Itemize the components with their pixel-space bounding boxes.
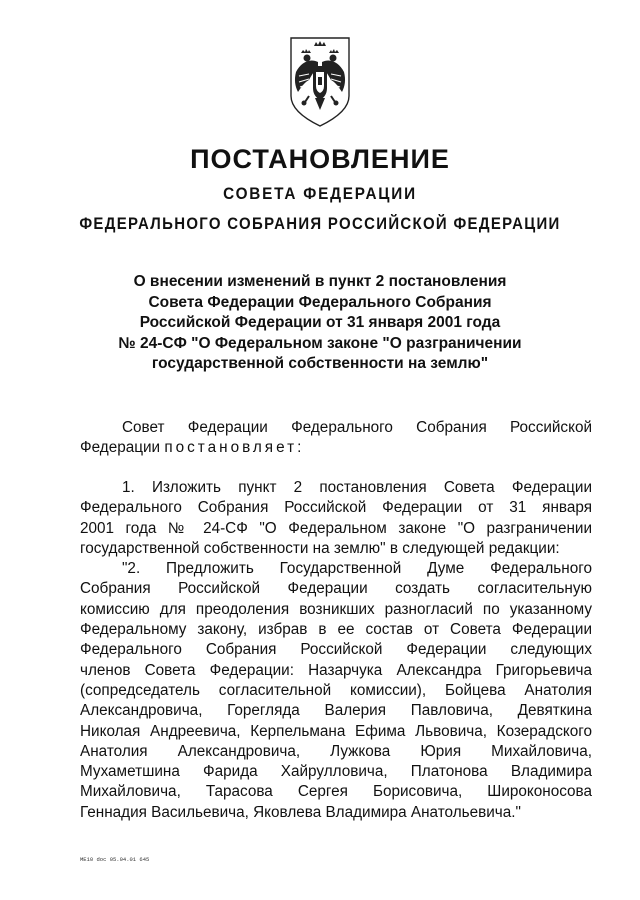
subject-line: № 24-СФ "О Федеральном законе "О разграничении xyxy=(118,334,522,352)
subject-line: Совета Федерации Федерального Собрания xyxy=(148,293,492,311)
document-issuer-line1: СОВЕТА ФЕДЕРАЦИИ xyxy=(223,184,417,203)
item-line: государственной собственности на землю" в следующей редакции: xyxy=(80,539,560,557)
item-line: Геннадия Васильевича, Яковлева Владимира Анатольевича." xyxy=(80,803,521,821)
subject-line: государственной собственности на землю" xyxy=(151,355,489,372)
item-line: членов Совета Федерации: Назарчука Александра Григорьевича xyxy=(80,661,592,679)
item-line: 2001 года № 24-СФ "О Федеральном законе "О разграничении xyxy=(80,519,592,537)
item-line: Мухаметшина Фарида Хайрулловича, Платонова Владимира xyxy=(80,763,592,781)
document-footer-code: ME10 doc 05.04.01 645 xyxy=(80,856,150,863)
item-line: Николая Андреевича, Керпельмана Ефима Львовича, Козерадского xyxy=(80,722,592,740)
document-subject xyxy=(80,272,560,375)
item-line: 1. Изложить пункт 2 постановления Совета Федерации xyxy=(122,479,592,496)
preamble-line xyxy=(80,438,592,458)
subject-line: Российской Федерации от 31 января 2001 года xyxy=(139,314,501,331)
item-line: комиссию для преодоления возникших разногласий по указанному xyxy=(80,600,592,618)
item-line: Анатолия Александровича, Лужкова Юрия Михайловича, xyxy=(80,742,592,760)
item-line: Собрания Российской Федерации создать согласительную xyxy=(80,580,592,598)
item-line: "2. Предложить Государственной Думе Федерального xyxy=(122,560,592,578)
item-1-paragraph xyxy=(80,478,592,823)
document-title: ПОСТАНОВЛЕНИЕ xyxy=(190,144,450,174)
item-line: Федеральному закону, избрав в ее состав от Совета Федерации xyxy=(80,621,592,639)
decree-keyword: постановляет: xyxy=(164,439,305,457)
item-line: (сопредседатель согласительной комиссии), Бойцева Анатолия xyxy=(80,681,592,699)
item-line: Федерального Собрания Российской Федерации следующих xyxy=(80,641,592,659)
subject-line: О внесении изменений в пункт 2 постановления xyxy=(133,273,507,290)
item-line: Михайловича, Тарасова Сергея Борисовича, Широконосова xyxy=(80,783,592,801)
item-line: Александровича, Горегляда Валерия Павловича, Девяткина xyxy=(80,702,592,720)
preamble-paragraph xyxy=(80,418,592,459)
russian-double-headed-eagle-icon xyxy=(285,36,355,128)
preamble-line: Совет Федерации Федерального Собрания Российской xyxy=(122,419,592,436)
preamble-line-start: Федерации xyxy=(80,439,165,457)
document-issuer-line2: ФЕДЕРАЛЬНОГО СОБРАНИЯ РОССИЙСКОЙ ФЕДЕРАЦИИ xyxy=(79,214,561,233)
item-line: Федерального Собрания Российской Федерации от 31 января xyxy=(80,499,592,517)
